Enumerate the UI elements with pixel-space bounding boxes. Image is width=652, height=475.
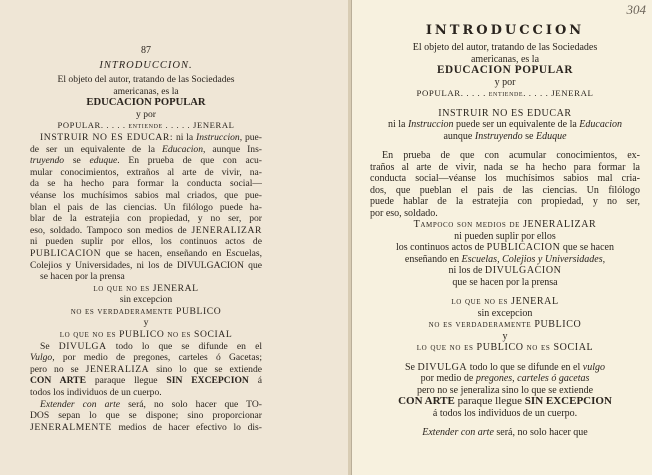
text-run: , por medio de pregones, carteles ó Gacetas; — [52, 352, 262, 364]
text-run: Instruyendo — [474, 130, 523, 142]
text-line: á todos los individuos de un cuerpo. — [432, 407, 578, 419]
text-line — [370, 427, 640, 439]
text-line: mular conocimientos, extraños al arte de vivir, na- — [30, 166, 262, 178]
text-line: por eso, soldado. — [370, 207, 438, 219]
text-run: pregones, carteles ó gacetas — [475, 373, 590, 384]
text-line: no es verdaderamente PUBLICO — [70, 305, 222, 317]
text-run: PUBLICACION — [30, 247, 102, 259]
text-line: sin excepcion — [477, 307, 533, 319]
text-run: eduque — [89, 155, 118, 167]
text-line — [370, 396, 640, 408]
text-run: JENERALIZA — [85, 363, 150, 375]
text-run: DIVULGA — [58, 340, 107, 352]
text-run: será, no solo hacer que TO- — [120, 398, 262, 410]
right-page-folio: 304 — [626, 2, 646, 17]
text-line: blan el pais de las ciencias. Un filólogo puede ha- — [30, 201, 262, 213]
text-line: y — [502, 330, 508, 342]
text-run: medios de hacer efectivo lo dis- — [111, 421, 262, 433]
text-line: POPULAR. . . . . entiende . . . . . JENERAL — [57, 120, 235, 131]
text-line: lo que no es JENERAL — [451, 296, 559, 307]
left-page-number: 87 — [141, 45, 151, 56]
text-line: americanas, es la — [113, 85, 179, 97]
text-line: EDUCACION POPULAR — [436, 65, 574, 76]
text-run: de ser un equivalente de la — [30, 143, 162, 155]
text-line: ni pueden suplir por ellos — [454, 230, 556, 242]
text-line: todos los individuos de un cuerpo. — [30, 387, 162, 399]
text-run: será, no solo hacer que — [493, 427, 588, 438]
text-line: que se hacen por la prensa — [452, 276, 558, 288]
text-line — [370, 373, 640, 385]
spacer — [370, 288, 640, 296]
text-run: los continuos actos de — [396, 242, 487, 253]
text-line — [30, 375, 262, 387]
text-line — [370, 131, 640, 143]
text-run: Se — [405, 361, 418, 373]
text-line — [370, 362, 640, 374]
text-run: paraque llegue — [85, 375, 167, 387]
text-run: todo lo que se difunde en el — [106, 340, 262, 352]
text-line: conducta social—véanse los muchísimos sabios mal cria- — [370, 173, 640, 184]
text-run: eso, soldado. Tampoco son medios de — [30, 224, 192, 236]
text-line: lo que no es PUBLICO no es SOCIAL — [59, 329, 233, 341]
text-run: pero no se — [30, 363, 86, 375]
text-run: DIVULGACION — [484, 265, 562, 276]
text-line: traños al arte de vivir, nada se ha hecho para formar la — [370, 161, 640, 173]
text-line — [30, 341, 262, 353]
text-line: no es verdaderamente PUBLICO — [428, 319, 582, 330]
text-line: se hacen por la prensa — [40, 271, 125, 283]
text-run: CON ARTE — [30, 375, 86, 387]
text-line — [30, 364, 262, 376]
right-page-title: INTRODUCCION — [425, 23, 585, 38]
text-run: á — [248, 375, 262, 387]
text-run: , pue- — [239, 131, 262, 143]
text-line: americanas, es la — [470, 53, 540, 65]
text-run: por medio de — [420, 373, 476, 384]
text-run: SIN EXCEPCION — [166, 375, 249, 387]
text-run: todo lo que se difunde en el — [467, 361, 583, 373]
spacer — [370, 354, 640, 362]
text-run: se — [64, 155, 90, 167]
text-run: sino lo que se extiende — [149, 363, 262, 375]
text-line: puede hablar de la estratejia con propiedad, y no ser, — [370, 196, 640, 207]
text-run: Instruccion — [407, 119, 454, 130]
text-run: JENERALIZAR — [191, 224, 262, 236]
right-page-text — [370, 20, 640, 439]
spacer — [370, 100, 640, 108]
text-line: y por — [136, 108, 156, 120]
text-run: , aunque Ins- — [203, 143, 262, 155]
text-run: . En prueba de que con acu- — [117, 155, 262, 167]
text-run: puede ser un equivalente de la — [453, 119, 580, 130]
text-line — [30, 399, 262, 411]
text-line: En prueba de que con acumular conocimientos, ex- — [382, 150, 640, 161]
text-run: DIVULGA — [417, 361, 468, 373]
left-page-title: INTRODUCCION. — [99, 60, 193, 71]
text-line: EDUCACION POPULAR — [86, 97, 206, 109]
text-line: blar de la estratejia con propiedad, y no ser, por — [30, 213, 262, 225]
text-run: ni los de — [448, 265, 485, 276]
text-line: El objeto del autor, tratando de las Sociedades — [57, 74, 235, 85]
text-line — [370, 119, 640, 131]
text-run: aunque — [443, 130, 475, 142]
text-run: Eduque — [535, 130, 567, 142]
text-line: El objeto del autor, tratando de las Sociedades — [412, 42, 598, 53]
text-line: dos, que pueblan el pais de las ciencias. Un filólogo — [370, 184, 640, 196]
text-line: lo que no es PUBLICO no es SOCIAL — [416, 342, 594, 353]
text-line: da se ha hecho para formar la conducta social— — [30, 178, 262, 190]
text-run: paraque llegue — [454, 396, 525, 407]
text-line: Colejios y Universidades, ni los de DIVULGACION que — [30, 259, 262, 271]
text-run: vulgo — [582, 361, 605, 373]
text-run: INSTRUIR NO ES EDUCAR: — [40, 131, 174, 143]
text-line: DOS sepan lo que se dispone; sino proporcionar — [30, 410, 262, 422]
text-run: Extender con arte — [422, 427, 494, 438]
text-run: ni la — [387, 119, 408, 130]
text-line — [370, 265, 640, 277]
text-line — [30, 248, 262, 260]
text-run: Instruccion — [196, 131, 240, 143]
text-line: véanse los muchísimos sabios mal criados, que pue- — [30, 189, 262, 201]
text-line: pero no se jeneraliza sino lo que se extiende — [416, 384, 594, 396]
spacer — [370, 142, 640, 150]
text-run: Escuelas, Colejios y Universidades, — [461, 253, 606, 265]
text-run: PUBLICACION — [486, 242, 561, 253]
text-line: Tampoco son medios de JENERALIZAR — [413, 219, 597, 230]
text-run: se — [522, 130, 536, 142]
text-line: sin excepcion — [119, 294, 173, 306]
text-run: ni la — [173, 131, 197, 143]
text-line — [30, 132, 262, 144]
text-line: INSTRUIR NO ES EDUCAR — [438, 107, 572, 119]
spacer — [370, 419, 640, 427]
text-line — [30, 225, 262, 237]
text-line — [30, 352, 262, 364]
text-run: Vulgo — [30, 352, 53, 364]
text-run: enseñando en — [404, 253, 462, 265]
text-line: y por — [494, 76, 516, 88]
text-line: POPULAR. . . . . entiende. . . . . JENERAL — [416, 88, 594, 98]
text-line: lo que no es JENERAL — [93, 282, 199, 294]
text-run: que se hacen — [560, 242, 614, 253]
text-run: Educacion — [161, 143, 203, 155]
text-line — [30, 422, 262, 434]
text-line: ni pueden suplir por ellos, los continuos actos de — [30, 236, 262, 248]
text-run: Se — [40, 340, 59, 352]
text-run: Extender con arte — [40, 398, 121, 410]
text-run: truyendo — [30, 155, 65, 167]
text-run: JENERALMENTE — [30, 421, 112, 433]
text-run: Educacion — [579, 119, 623, 130]
left-page-text — [30, 44, 262, 433]
text-line: y — [143, 317, 149, 329]
text-line — [30, 155, 262, 167]
text-run: que se hacen, enseñando en Escuelas, — [101, 247, 262, 259]
text-line — [370, 242, 640, 254]
text-run: SIN EXCEPCION — [524, 396, 612, 407]
text-run: CON ARTE — [398, 396, 455, 407]
right-page — [351, 0, 652, 475]
text-line — [30, 144, 262, 156]
text-line — [370, 254, 640, 266]
